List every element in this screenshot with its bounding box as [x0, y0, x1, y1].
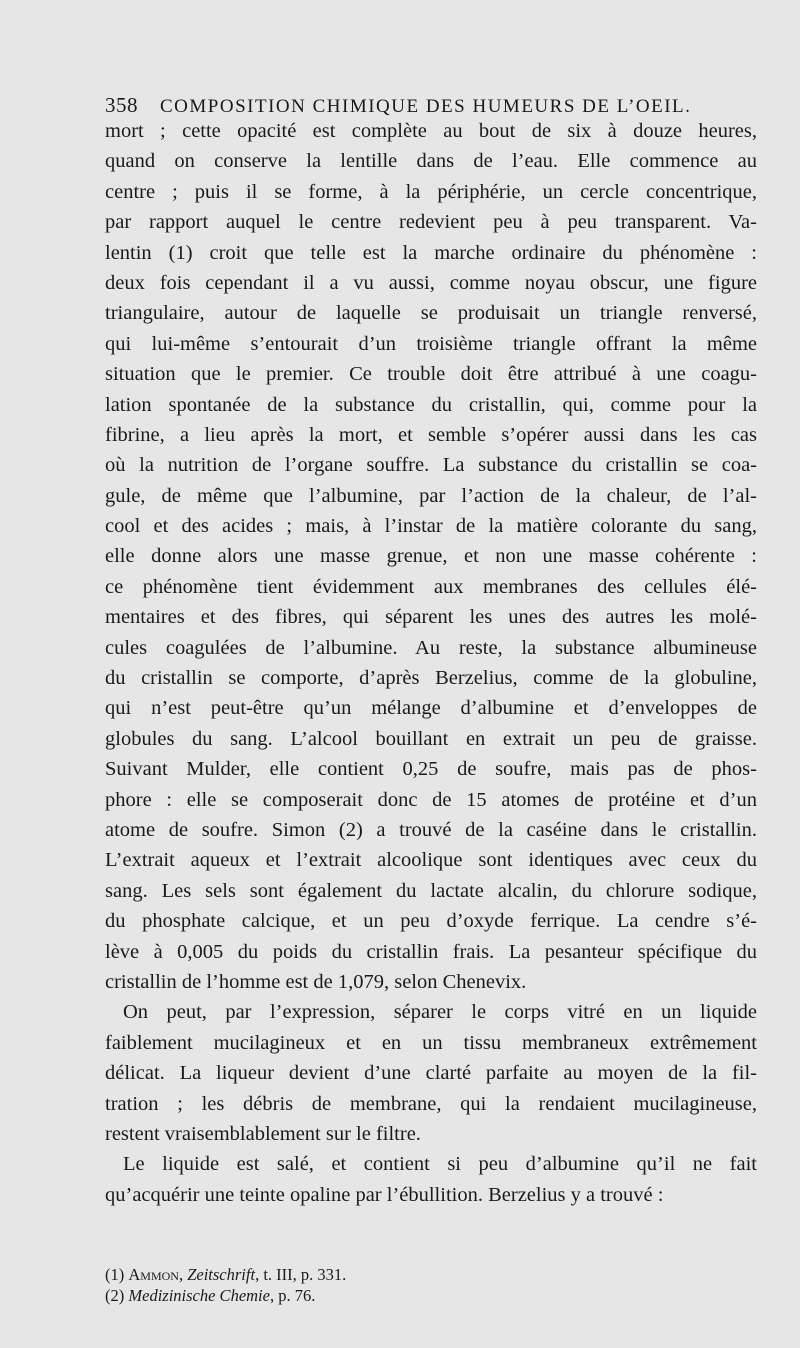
text-line: sang. Les sels sont également du lactate alcalin, du chlorure sodique,	[105, 879, 757, 902]
footnote	[105, 1264, 757, 1285]
text-line: qui lui-même s’entourait d’un troisième triangle offrant la même	[105, 332, 757, 355]
text-line: ce phénomène tient évidemment aux membranes des cellules élé-	[105, 575, 757, 598]
text-line: lation spontanée de la substance du cristallin, qui, comme pour la	[105, 393, 757, 416]
text-line: restent vraisemblablement sur le filtre.	[105, 1122, 421, 1145]
footnote-rest: , t. III, p. 331.	[255, 1265, 347, 1284]
text-line: On peut, par l’expression, séparer le corps vitré en un liquide	[123, 1001, 757, 1024]
text-line: situation que le premier. Ce trouble doit être attribué à une coagu-	[105, 363, 757, 386]
text-line: tration ; les débris de membrane, qui la rendaient mucilagineuse,	[105, 1092, 757, 1115]
running-header	[105, 93, 760, 117]
footnote-mark: (1)	[105, 1265, 125, 1284]
body-text	[105, 116, 757, 1210]
text-line: du cristallin se comporte, d’après Berzelius, comme de la globuline,	[105, 667, 757, 690]
text-line: Suivant Mulder, elle contient 0,25 de soufre, mais pas de phos-	[105, 758, 757, 781]
text-line: gule, de même que l’albumine, par l’action de la chaleur, de l’al-	[105, 484, 757, 507]
text-line: deux fois cependant il a vu aussi, comme noyau obscur, une figure	[105, 271, 757, 294]
text-line: L’extrait aqueux et l’extrait alcoolique sont identiques avec ceux du	[105, 849, 757, 872]
text-line: Le liquide est salé, et contient si peu d’albumine qu’il ne fait	[123, 1153, 757, 1176]
page-number: 358	[105, 93, 138, 117]
text-line: qu’acquérir une teinte opaline par l’ébullition. Berzelius y a trouvé :	[105, 1183, 664, 1206]
text-line: qui n’est peut-être qu’un mélange d’albumine et d’enveloppes de	[105, 697, 757, 720]
text-line: centre ; puis il se forme, à la périphérie, un cercle concentrique,	[105, 180, 757, 203]
text-line: quand on conserve la lentille dans de l’eau. Elle commence au	[105, 150, 757, 173]
footnote-title: Medizinische Chemie	[128, 1286, 270, 1305]
text-line: par rapport auquel le centre redevient peu à peu transparent. Va-	[105, 211, 757, 234]
text-line: mentaires et des fibres, qui séparent les unes des autres les molé-	[105, 606, 757, 629]
footnote-separator: ,	[178, 1265, 188, 1284]
text-line: cules coagulées de l’albumine. Au reste, la substance albumineuse	[105, 636, 757, 659]
footnotes	[105, 1264, 757, 1306]
text-line: cool et des acides ; mais, à l’instar de la matière colorante du sang,	[105, 515, 757, 538]
text-line: du phosphate calcique, et un peu d’oxyde ferrique. La cendre s’é-	[105, 910, 757, 933]
footnote-title: Zeitschrift	[187, 1265, 256, 1284]
text-line: fibrine, a lieu après la mort, et semble s’opérer aussi dans les cas	[105, 423, 757, 446]
text-line: globules du sang. L’alcool bouillant en extrait un peu de graisse.	[105, 727, 757, 750]
text-line: cristallin de l’homme est de 1,079, selon Chenevix.	[105, 970, 527, 993]
text-line: mort ; cette opacité est complète au bout de six à douze heures,	[105, 120, 757, 142]
text-line: faiblement mucilagineux et en un tissu membraneux extrêmement	[105, 1031, 757, 1054]
text-line: lève à 0,005 du poids du cristallin frais. La pesanteur spécifique du	[105, 940, 757, 963]
text-line: elle donne alors une masse grenue, et non une masse cohérente :	[105, 545, 757, 568]
text-line: délicat. La liqueur devient d’une clarté parfaite au moyen de la fil-	[105, 1062, 757, 1085]
footnote-author: Ammon	[128, 1265, 179, 1284]
text-line: phore : elle se composerait donc de 15 atomes de protéine et d’un	[105, 788, 757, 811]
text-line: triangulaire, autour de laquelle se produisait un triangle renversé,	[105, 302, 757, 325]
footnote	[105, 1285, 757, 1306]
footnote-mark: (2)	[105, 1286, 125, 1305]
text-line: où la nutrition de l’organe souffre. La substance du cristallin se coa-	[105, 454, 757, 477]
text-line: atome de soufre. Simon (2) a trouvé de la caséine dans le cristallin.	[105, 818, 757, 841]
text-line: lentin (1) croit que telle est la marche ordinaire du phénomène :	[105, 241, 757, 264]
running-title: COMPOSITION CHIMIQUE DES HUMEURS DE L’OEIL.	[160, 96, 692, 117]
footnote-rest: , p. 76.	[269, 1286, 316, 1305]
